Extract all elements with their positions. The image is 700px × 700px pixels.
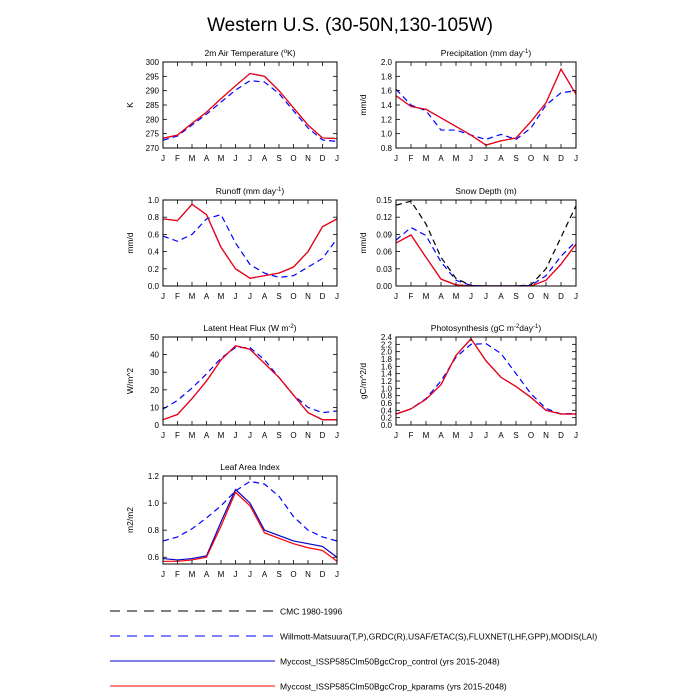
y-tick-label: 0.15 bbox=[376, 196, 392, 205]
x-tick-label: J bbox=[574, 292, 578, 301]
y-tick-label: 0.6 bbox=[147, 553, 159, 563]
x-tick-label: F bbox=[175, 431, 180, 440]
y-tick-label: 30 bbox=[150, 368, 159, 378]
y-tick-label: 0.8 bbox=[380, 144, 392, 153]
series-line-control bbox=[163, 346, 337, 420]
series-line-obs bbox=[163, 481, 337, 541]
y-tick-label: 280 bbox=[145, 115, 159, 125]
x-tick-label: F bbox=[408, 154, 414, 163]
plot-frame bbox=[396, 62, 576, 148]
y-tick-label: 2.0 bbox=[380, 347, 392, 357]
x-tick-label: J bbox=[248, 570, 252, 579]
series-line-kparams bbox=[396, 69, 576, 145]
panel-title-part: Leaf Area Index bbox=[220, 462, 280, 472]
series-line-control bbox=[396, 69, 576, 145]
series-line-kparams bbox=[163, 73, 337, 138]
y-tick-label: 1.8 bbox=[380, 355, 392, 364]
x-tick-label: J bbox=[161, 292, 165, 301]
x-tick-label: S bbox=[276, 154, 282, 163]
x-tick-label: M bbox=[217, 154, 225, 163]
y-tick-label: 50 bbox=[150, 333, 159, 342]
x-tick-label: O bbox=[527, 431, 535, 440]
panel-3 bbox=[358, 186, 578, 301]
x-tick-label: J bbox=[335, 570, 339, 579]
x-tick-label: A bbox=[261, 292, 268, 301]
figure-title: Western U.S. (30-50N,130-105W) bbox=[207, 15, 493, 36]
x-tick-label: A bbox=[203, 431, 210, 440]
x-tick-label: J bbox=[161, 154, 165, 163]
panel-title-part: K) bbox=[287, 48, 296, 58]
y-tick-label: 1.8 bbox=[380, 72, 392, 82]
x-tick-label: J bbox=[574, 431, 578, 440]
series-line-kparams bbox=[163, 346, 337, 420]
panel-title-part: day bbox=[519, 323, 534, 333]
x-tick-label: F bbox=[408, 431, 414, 440]
y-axis-label: W/m^2 bbox=[125, 367, 135, 395]
x-tick-label: J bbox=[248, 292, 252, 301]
x-tick-label: O bbox=[290, 570, 297, 579]
y-tick-label: 1.0 bbox=[380, 129, 392, 139]
panel-title bbox=[203, 323, 296, 333]
x-tick-label: F bbox=[175, 570, 180, 579]
series-line-control bbox=[163, 73, 337, 138]
x-tick-label: J bbox=[394, 154, 398, 163]
y-tick-label: 1.6 bbox=[380, 362, 392, 372]
x-tick-label: J bbox=[161, 431, 165, 440]
panel-title-part: -1 bbox=[533, 324, 539, 330]
x-tick-label: J bbox=[469, 431, 473, 440]
x-tick-label: M bbox=[422, 292, 430, 301]
x-tick-label: M bbox=[422, 431, 430, 440]
x-tick-label: M bbox=[452, 431, 460, 440]
x-tick-label: N bbox=[543, 154, 549, 163]
y-tick-label: 40 bbox=[150, 350, 159, 360]
panel-title-part: -2 bbox=[513, 324, 520, 330]
y-tick-label: 270 bbox=[145, 144, 159, 153]
legend bbox=[110, 607, 597, 692]
y-tick-label: 1.4 bbox=[380, 369, 392, 379]
panel-title-part: Runoff (mm day bbox=[215, 186, 277, 196]
panel-title-part: -1 bbox=[276, 187, 282, 193]
panel-title-part: ) bbox=[281, 186, 285, 196]
x-tick-label: J bbox=[248, 431, 252, 440]
x-tick-label: A bbox=[498, 431, 504, 440]
y-tick-label: 1.6 bbox=[380, 86, 392, 96]
y-axis-label: gC/m^2/d bbox=[358, 362, 368, 400]
x-tick-label: N bbox=[305, 292, 311, 301]
x-tick-label: J bbox=[161, 570, 165, 579]
x-tick-label: S bbox=[276, 570, 282, 579]
x-tick-label: A bbox=[261, 154, 268, 163]
x-tick-label: A bbox=[261, 570, 268, 579]
x-tick-label: M bbox=[217, 431, 225, 440]
y-tick-label: 0.2 bbox=[380, 413, 392, 423]
y-tick-label: 1.2 bbox=[380, 115, 392, 125]
series-line-kparams bbox=[396, 339, 576, 414]
panel-title bbox=[455, 186, 517, 196]
series-line-cmc bbox=[396, 201, 576, 286]
series-line-obs bbox=[163, 348, 337, 413]
x-tick-label: O bbox=[290, 154, 297, 163]
x-tick-label: J bbox=[574, 154, 578, 163]
plot-frame bbox=[163, 200, 337, 286]
panel-title bbox=[441, 48, 532, 58]
plot-frame bbox=[163, 62, 337, 148]
x-tick-label: D bbox=[319, 154, 326, 163]
panel-title-part: 2m Air Temperature ( bbox=[204, 48, 284, 58]
legend-label: CMC 1980-1996 bbox=[280, 606, 343, 617]
plot-frame bbox=[396, 200, 576, 286]
panel-title bbox=[216, 186, 285, 196]
panel-title-part: ) bbox=[528, 48, 532, 58]
y-tick-label: 0.4 bbox=[380, 406, 392, 416]
panel-title bbox=[431, 323, 542, 333]
y-tick-label: 0.8 bbox=[380, 391, 392, 401]
y-tick-label: 0.00 bbox=[376, 282, 392, 291]
x-tick-label: J bbox=[233, 570, 238, 579]
x-tick-label: J bbox=[233, 292, 238, 301]
plot-frame bbox=[163, 337, 337, 425]
x-tick-label: M bbox=[422, 154, 430, 163]
panel-title-part: -1 bbox=[523, 49, 529, 55]
series-line-kparams bbox=[396, 235, 576, 286]
x-tick-label: F bbox=[175, 154, 180, 163]
legend-label: Myccost_ISSP585Clm50BgcCrop_kparams (yrs 2015-2048) bbox=[280, 681, 507, 692]
x-tick-label: N bbox=[305, 154, 311, 163]
x-tick-label: O bbox=[527, 292, 535, 301]
y-tick-label: 0.0 bbox=[380, 421, 392, 430]
x-tick-label: A bbox=[498, 154, 504, 163]
panel-0 bbox=[125, 48, 339, 163]
y-tick-label: 0.06 bbox=[376, 247, 392, 257]
x-tick-label: M bbox=[452, 292, 460, 301]
x-tick-label: J bbox=[233, 154, 238, 163]
y-tick-label: 0.8 bbox=[147, 526, 159, 536]
panel-4 bbox=[125, 323, 339, 440]
x-tick-label: O bbox=[527, 154, 535, 163]
y-tick-label: 0.2 bbox=[147, 264, 159, 274]
x-tick-label: A bbox=[498, 292, 504, 301]
y-tick-label: 2.0 bbox=[380, 58, 392, 67]
y-axis-label: mm/d bbox=[358, 232, 368, 254]
x-tick-label: F bbox=[408, 292, 414, 301]
panel-title-part: Precipitation (mm day bbox=[440, 48, 524, 58]
x-tick-label: A bbox=[438, 431, 444, 440]
x-tick-label: J bbox=[335, 154, 339, 163]
y-tick-label: 295 bbox=[145, 72, 159, 82]
x-tick-label: J bbox=[484, 431, 488, 440]
panel-5 bbox=[358, 323, 578, 440]
x-tick-label: N bbox=[543, 292, 549, 301]
x-tick-label: D bbox=[319, 292, 326, 301]
panel-title-part: o bbox=[283, 49, 288, 55]
series-line-kparams bbox=[163, 204, 337, 278]
y-axis-label: mm/d bbox=[358, 94, 368, 116]
y-tick-label: 20 bbox=[150, 385, 159, 395]
series-line-obs bbox=[163, 81, 337, 142]
y-tick-label: 1.4 bbox=[380, 101, 392, 110]
y-tick-label: 0.0 bbox=[147, 282, 159, 291]
y-axis-label: mm/d bbox=[125, 232, 135, 254]
plot-frame bbox=[396, 337, 576, 425]
x-tick-label: S bbox=[513, 292, 519, 301]
legend-label: Myccost_ISSP585Clm50BgcCrop_control (yrs 2015-2048) bbox=[280, 656, 500, 667]
x-tick-label: J bbox=[394, 292, 398, 301]
y-tick-label: 1.0 bbox=[147, 499, 159, 509]
x-tick-label: N bbox=[543, 431, 549, 440]
y-tick-label: 1.2 bbox=[380, 377, 392, 386]
series-line-obs bbox=[396, 344, 576, 414]
series-line-control bbox=[163, 204, 337, 278]
y-tick-label: 0.12 bbox=[376, 213, 392, 223]
panel-title-part: Snow Depth (m) bbox=[455, 186, 517, 196]
x-tick-label: S bbox=[513, 154, 519, 163]
x-tick-label: O bbox=[290, 431, 297, 440]
y-tick-label: 2.4 bbox=[380, 333, 392, 342]
x-tick-label: D bbox=[558, 292, 564, 301]
x-tick-label: D bbox=[319, 431, 326, 440]
panel-title-part: ) bbox=[538, 323, 542, 333]
x-tick-label: N bbox=[305, 570, 311, 579]
series-line-control bbox=[396, 339, 576, 414]
x-tick-label: M bbox=[452, 154, 460, 163]
y-tick-label: 0.8 bbox=[147, 213, 159, 223]
x-tick-label: S bbox=[276, 292, 282, 301]
y-tick-label: 0.09 bbox=[376, 230, 392, 240]
series-line-control bbox=[396, 235, 576, 286]
y-tick-label: 0.4 bbox=[147, 247, 159, 257]
x-tick-label: S bbox=[513, 431, 519, 440]
x-tick-label: J bbox=[335, 431, 339, 440]
x-tick-label: S bbox=[276, 431, 282, 440]
x-tick-label: J bbox=[394, 431, 398, 440]
panel-title-part: Latent Heat Flux (W m bbox=[203, 323, 289, 333]
x-tick-label: J bbox=[335, 292, 339, 301]
panel-1 bbox=[358, 48, 578, 163]
x-tick-label: M bbox=[188, 154, 196, 163]
legend-label: Willmott-Matsuura(T,P),GRDC(R),USAF/ETAC(S),FLUXNET(LHF,GPP),MODIS(LAI) bbox=[280, 631, 598, 642]
x-tick-label: M bbox=[217, 570, 225, 579]
y-tick-label: 1.0 bbox=[380, 384, 392, 394]
series-line-control bbox=[163, 490, 337, 560]
x-tick-label: A bbox=[438, 292, 444, 301]
x-tick-label: F bbox=[175, 292, 180, 301]
panel-title-part: ) bbox=[293, 323, 297, 333]
y-tick-label: 0.6 bbox=[147, 230, 159, 240]
x-tick-label: M bbox=[217, 292, 225, 301]
y-axis-label: m2/m2 bbox=[125, 507, 135, 533]
y-tick-label: 300 bbox=[145, 58, 159, 67]
x-tick-label: J bbox=[248, 154, 252, 163]
x-tick-label: J bbox=[469, 154, 473, 163]
x-tick-label: D bbox=[558, 431, 564, 440]
x-tick-label: D bbox=[558, 154, 564, 163]
x-tick-label: J bbox=[233, 431, 238, 440]
y-tick-label: 0 bbox=[154, 421, 159, 430]
x-tick-label: M bbox=[188, 570, 196, 579]
panel-title bbox=[204, 48, 295, 58]
x-tick-label: J bbox=[484, 154, 488, 163]
x-tick-label: J bbox=[484, 292, 488, 301]
x-tick-label: A bbox=[438, 154, 444, 163]
y-tick-label: 275 bbox=[145, 129, 159, 139]
y-tick-label: 0.03 bbox=[376, 264, 392, 274]
panel-title-part: -2 bbox=[288, 324, 294, 330]
y-tick-label: 285 bbox=[145, 101, 159, 110]
x-tick-label: A bbox=[203, 570, 210, 579]
x-tick-label: A bbox=[203, 292, 210, 301]
y-axis-label: K bbox=[125, 102, 135, 108]
plot-frame bbox=[163, 476, 337, 564]
x-tick-label: M bbox=[188, 431, 196, 440]
panel-title-part: Photosynthesis (gC m bbox=[430, 323, 514, 333]
x-tick-label: A bbox=[261, 431, 268, 440]
x-tick-label: D bbox=[319, 570, 326, 579]
x-tick-label: J bbox=[469, 292, 473, 301]
y-tick-label: 1.2 bbox=[147, 472, 159, 481]
y-tick-label: 290 bbox=[145, 86, 159, 96]
x-tick-label: M bbox=[188, 292, 196, 301]
panel-6 bbox=[125, 462, 339, 579]
x-tick-label: N bbox=[305, 431, 311, 440]
panel-2 bbox=[125, 186, 339, 301]
y-tick-label: 2.2 bbox=[380, 340, 392, 350]
y-tick-label: 1.0 bbox=[147, 196, 159, 205]
y-tick-label: 10 bbox=[150, 403, 159, 413]
x-tick-label: A bbox=[203, 154, 210, 163]
panels bbox=[125, 48, 578, 579]
x-tick-label: O bbox=[290, 292, 297, 301]
panel-title bbox=[220, 462, 280, 472]
y-tick-label: 0.6 bbox=[380, 399, 392, 408]
